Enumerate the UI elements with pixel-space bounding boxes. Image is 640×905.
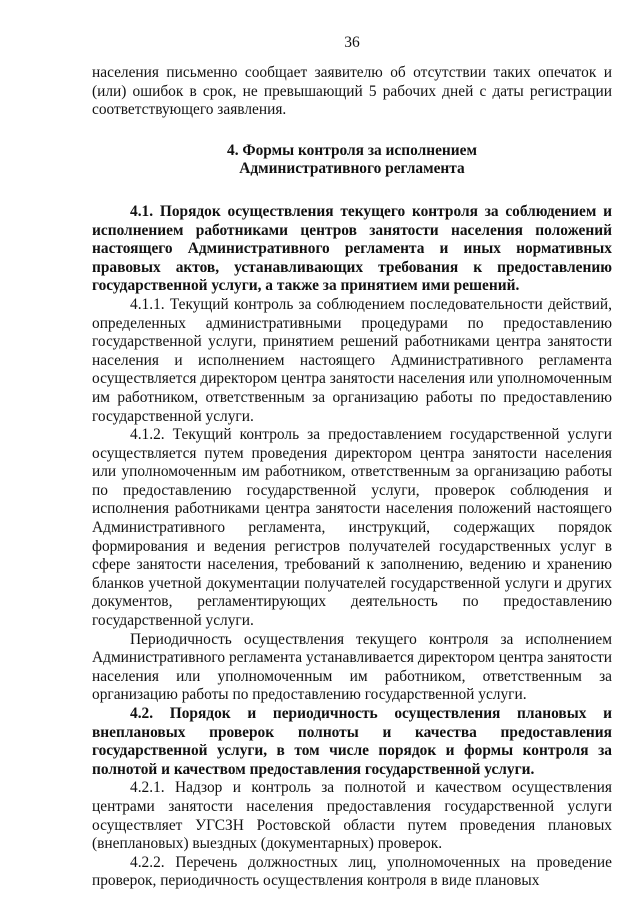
intro-paragraph: населения письменно сообщает заявителю об отсутствии таких опечаток и (или) ошибок в срок, не превышающий 5 рабочих дней с даты регистрации соответствующего заявления. xyxy=(92,64,612,119)
section-heading-line-2: Административного регламента xyxy=(239,160,465,178)
section-heading-line-1: 4. Формы контроля за исполнением xyxy=(227,141,477,159)
paragraph-4-2-1: 4.2.1. Надзор и контроль за полнотой и качеством осуществления центрами занятости населения предоставления государственной услуги осуществляет УГСЗН Ростовской области путем проведения плановых (внеплановых) выездных (документарных) проверок. xyxy=(92,779,612,853)
page-number: 36 xyxy=(344,34,360,51)
section-heading xyxy=(92,142,612,179)
section-4-1-heading: 4.1. Порядок осуществления текущего контроля за соблюдением и исполнением работниками центров занятости населения положений настоящего Административного регламента и иных нормативных правовых актов, устанавливающих требования к предоставлению государственной услуги, а также за принятием ими решений. xyxy=(92,202,612,295)
paragraph-periodicity: Периодичность осуществления текущего контроля за исполнением Административного регламента устанавливается директором центра занятости населения или уполномоченным им работником, ответственным за организацию работы по предоставлению государственной услуги. xyxy=(92,630,612,704)
section-4-2-heading: 4.2. Порядок и периодичность осуществления плановых и внеплановых проверок полноты и качества предоставления государственной услуги, в том числе порядок и формы контроля за полнотой и качеством предоставления государственной услуги. xyxy=(92,705,612,778)
paragraph-4-2-2: 4.2.2. Перечень должностных лиц, уполномоченных на проведение проверок, периодичность осуществления контроля в виде плановых xyxy=(92,853,612,890)
paragraph-4-1-1: 4.1.1. Текущий контроль за соблюдением последовательности действий, определенных административными процедурами по предоставлению государственной услуги, принятием решений работниками центра занятости населения и исполнением настоящего Административного регламента осуществляется директором центра занятости населения или уполномоченным им работником, ответственным за организацию работы по предоставлению государственной услуги. xyxy=(92,295,612,425)
document-body xyxy=(92,64,612,891)
paragraph-4-1-2: 4.1.2. Текущий контроль за предоставлением государственной услуги осуществляется путем проведения директором центра занятости населения или уполномоченным им работником, ответственным за организацию работы по предоставлению государственной услуги, проверок соблюдения и исполнения работниками центра занятости населения положений настоящего Административного регламента, инструкций, содержащих порядок формирования и ведения регистров получателей государственных услуг в сфере занятости населения, требований к заполнению, ведению и хранению бланков учетной документации получателей государственной услуги и других документов, регламентирующих деятельность по предоставлению государственной услуги. xyxy=(92,426,612,630)
